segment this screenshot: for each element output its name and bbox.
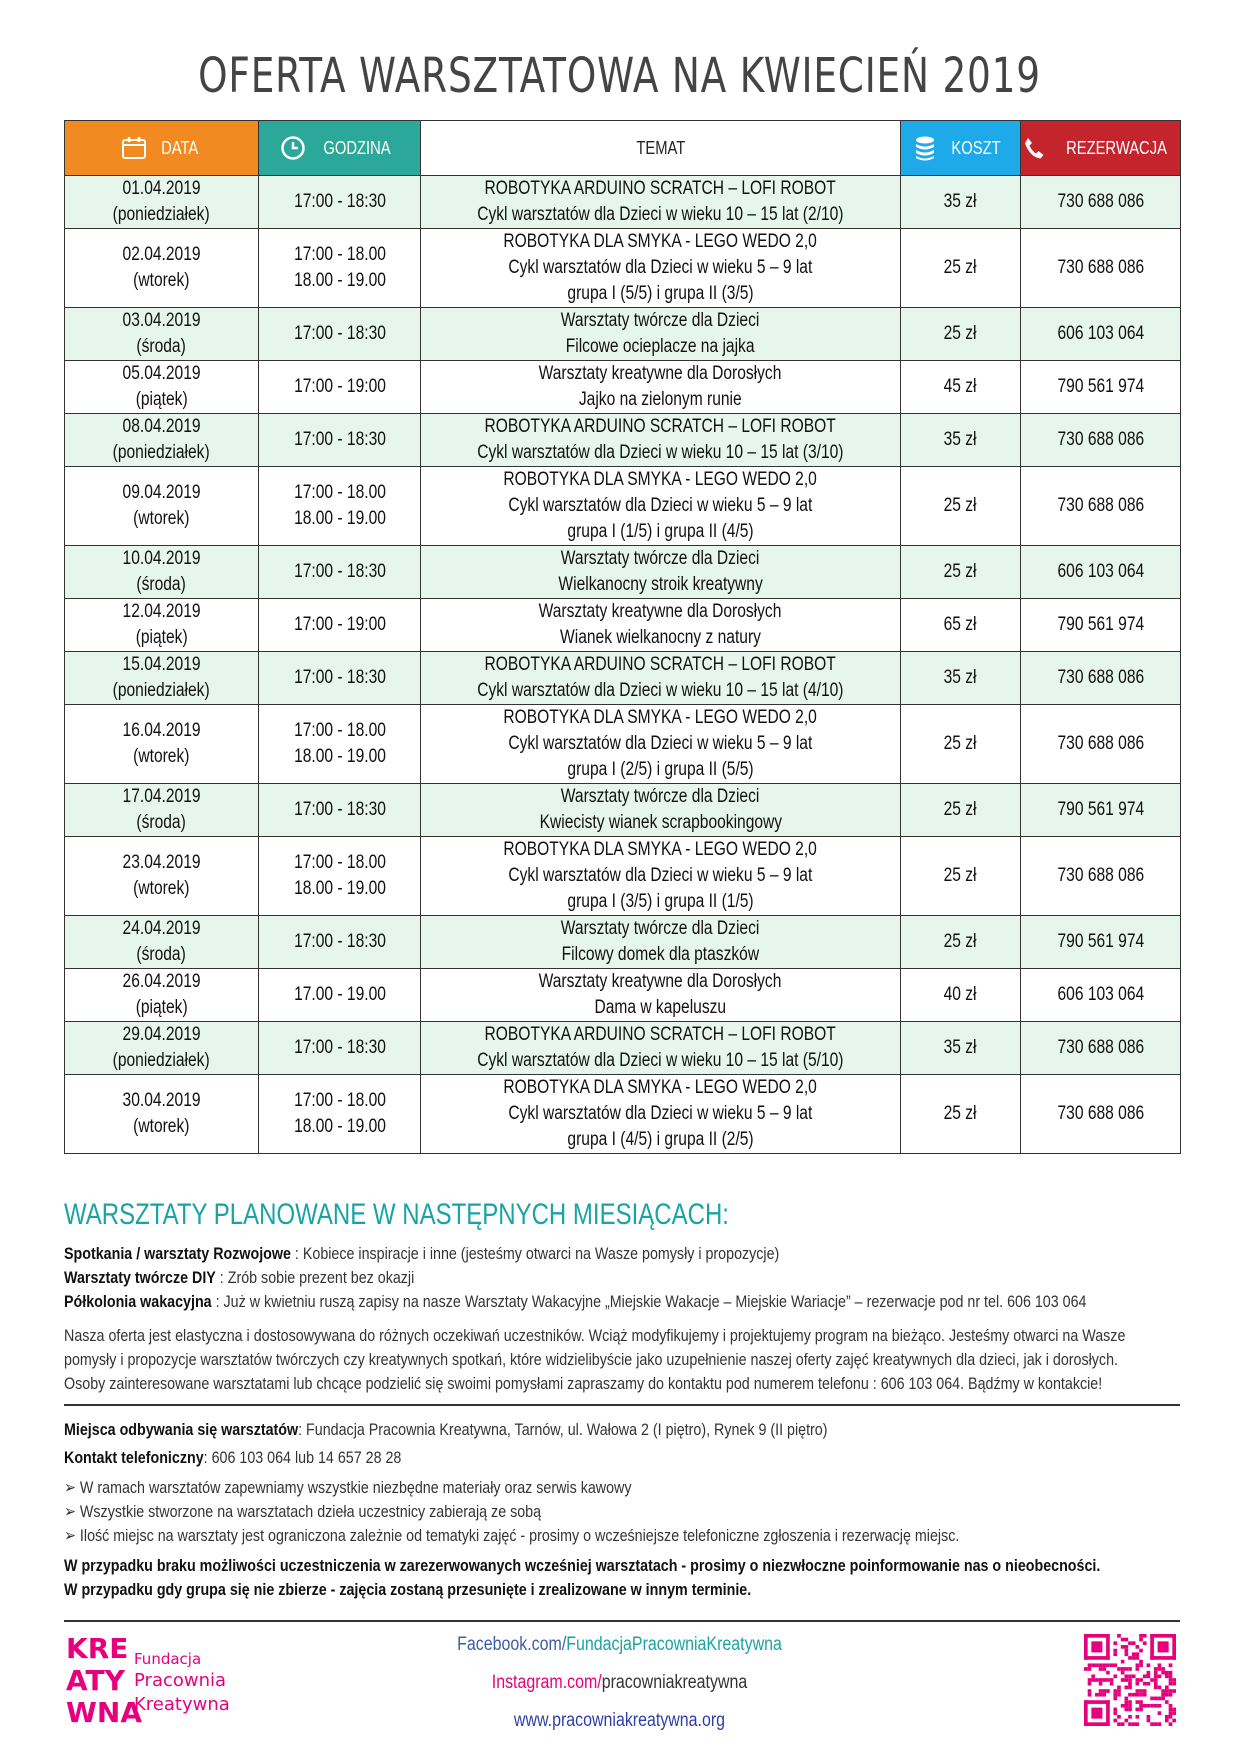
topic-cell-text: grupa I (3/5) i grupa II (1/5) bbox=[567, 891, 754, 912]
instagram-prefix: Instagram.com/ bbox=[491, 1672, 602, 1693]
schedule-table bbox=[64, 120, 1181, 1154]
phone-cell-text: 790 561 974 bbox=[1057, 931, 1144, 952]
date-cell bbox=[65, 467, 259, 546]
facebook-prefix: Facebook.com/ bbox=[457, 1634, 567, 1655]
table-row bbox=[65, 599, 1181, 652]
header-cost bbox=[901, 121, 1021, 176]
page-title: OFERTA WARSZTATOWA NA KWIECIEŃ 2019 bbox=[198, 48, 1041, 104]
topic-cell-text: Jajko na zielonym runie bbox=[579, 389, 742, 410]
date-cell-text: 29.04.2019 bbox=[122, 1024, 201, 1045]
facebook-name: FundacjaPracowniaKreatywna bbox=[566, 1634, 782, 1655]
table-row bbox=[65, 705, 1181, 784]
facebook-link[interactable] bbox=[99, 1626, 1140, 1664]
date-cell-text: 12.04.2019 bbox=[122, 601, 201, 622]
topic-cell-text: grupa I (2/5) i grupa II (5/5) bbox=[567, 759, 754, 780]
time-cell bbox=[259, 1022, 421, 1075]
phone-cell bbox=[1021, 837, 1181, 916]
header-time bbox=[259, 121, 421, 176]
topic-cell bbox=[421, 308, 901, 361]
time-cell-text: 18.00 - 19.00 bbox=[293, 508, 386, 529]
cost-cell bbox=[901, 916, 1021, 969]
bullet-item bbox=[64, 1500, 1001, 1524]
time-cell bbox=[259, 599, 421, 652]
coins-icon bbox=[914, 135, 936, 161]
logo-letters-3: WNA bbox=[66, 1696, 142, 1729]
topic-cell-text: grupa I (1/5) i grupa II (4/5) bbox=[567, 521, 754, 542]
cost-cell bbox=[901, 1075, 1021, 1154]
table-row bbox=[65, 229, 1181, 308]
topic-cell bbox=[421, 1022, 901, 1075]
time-cell-text: 17:00 - 18.00 bbox=[293, 852, 386, 873]
header-topic bbox=[421, 121, 901, 176]
date-cell-text: 17.04.2019 bbox=[122, 786, 201, 807]
header-topic-label: TEMAT bbox=[636, 137, 685, 158]
date-cell-text: 05.04.2019 bbox=[122, 363, 201, 384]
topic-cell-text: Dama w kapeluszu bbox=[594, 997, 727, 1018]
topic-cell-text: ROBOTYKA ARDUINO SCRATCH – LOFI ROBOT bbox=[484, 416, 837, 437]
topic-cell-text: Filcowy domek dla ptaszków bbox=[561, 944, 760, 965]
date-cell-text: (piątek) bbox=[135, 997, 188, 1018]
phone-cell bbox=[1021, 1075, 1181, 1154]
time-cell bbox=[259, 652, 421, 705]
table-row bbox=[65, 916, 1181, 969]
date-cell-text: 10.04.2019 bbox=[122, 548, 201, 569]
planned-heading: WARSZTATY PLANOWANE W NASTĘPNYCH MIESIĄCACH: bbox=[64, 1198, 729, 1231]
cost-cell bbox=[901, 229, 1021, 308]
topic-cell-text: Filcowe ocieplacze na jajka bbox=[566, 336, 755, 357]
topic-cell-text: Wielkanocny stroik kreatywny bbox=[558, 574, 763, 595]
date-cell-text: (wtorek) bbox=[133, 508, 190, 529]
topic-cell bbox=[421, 705, 901, 784]
phone-cell-text: 730 688 086 bbox=[1057, 495, 1144, 516]
topic-cell-text: ROBOTYKA ARDUINO SCRATCH – LOFI ROBOT bbox=[484, 178, 837, 199]
table-row bbox=[65, 546, 1181, 599]
cost-cell-text: 25 zł bbox=[944, 323, 977, 344]
date-cell bbox=[65, 361, 259, 414]
time-cell bbox=[259, 784, 421, 837]
date-cell bbox=[65, 837, 259, 916]
table-row bbox=[65, 1075, 1181, 1154]
time-cell-text: 17:00 - 18:30 bbox=[293, 799, 386, 820]
bullet-list bbox=[64, 1476, 1180, 1548]
date-cell-text: (wtorek) bbox=[133, 1116, 190, 1137]
clock-icon bbox=[280, 135, 306, 161]
topic-cell-text: Cykl warsztatów dla Dzieci w wieku 5 – 9 lat bbox=[508, 1103, 813, 1124]
time-cell-text: 17:00 - 18.00 bbox=[293, 1090, 386, 1111]
cost-cell bbox=[901, 705, 1021, 784]
time-cell bbox=[259, 361, 421, 414]
date-cell bbox=[65, 599, 259, 652]
header-date bbox=[65, 121, 259, 176]
topic-cell bbox=[421, 652, 901, 705]
topic-cell-text: Cykl warsztatów dla Dzieci w wieku 5 – 9 lat bbox=[508, 865, 813, 886]
time-cell-text: 17:00 - 19:00 bbox=[293, 614, 386, 635]
topic-cell-text: ROBOTYKA ARDUINO SCRATCH – LOFI ROBOT bbox=[484, 1024, 837, 1045]
date-cell-text: (poniedziałek) bbox=[112, 1050, 210, 1071]
phone-cell-text: 730 688 086 bbox=[1057, 865, 1144, 886]
date-cell-text: (środa) bbox=[136, 574, 187, 595]
header-reservation-label: REZERWACJA bbox=[1066, 137, 1167, 158]
topic-cell-text: Wianek wielkanocny z natury bbox=[560, 627, 761, 648]
logo-text-1: Fundacja bbox=[134, 1650, 202, 1668]
offer-paragraph bbox=[64, 1324, 1180, 1396]
time-cell-text: 17:00 - 18:30 bbox=[293, 561, 386, 582]
cost-cell bbox=[901, 652, 1021, 705]
topic-cell-text: Warsztaty twórcze dla Dzieci bbox=[561, 918, 760, 939]
table-row bbox=[65, 652, 1181, 705]
contact-label: Kontakt telefoniczny bbox=[64, 1448, 204, 1467]
time-cell bbox=[259, 705, 421, 784]
cost-cell-text: 65 zł bbox=[944, 614, 977, 635]
time-cell bbox=[259, 546, 421, 599]
date-cell bbox=[65, 652, 259, 705]
phone-cell bbox=[1021, 308, 1181, 361]
time-cell bbox=[259, 969, 421, 1022]
date-cell bbox=[65, 229, 259, 308]
cost-cell bbox=[901, 599, 1021, 652]
date-cell-text: (poniedziałek) bbox=[112, 442, 210, 463]
topic-cell-text: Cykl warsztatów dla Dzieci w wieku 10 – 15 lat (3/10) bbox=[477, 442, 844, 463]
bullet-text: Ilość miejsc na warsztaty jest ograniczona zależnie od tematyki zajęć - prosimy o wcześniejsze telefoniczne zgłoszenia i rezerwację miejsc. bbox=[79, 1526, 960, 1545]
phone-cell-text: 790 561 974 bbox=[1057, 376, 1144, 397]
time-cell-text: 18.00 - 19.00 bbox=[293, 746, 386, 767]
phone-cell bbox=[1021, 229, 1181, 308]
topic-cell bbox=[421, 784, 901, 837]
places-label: Miejsca odbywania się warsztatów bbox=[64, 1420, 299, 1439]
time-cell bbox=[259, 308, 421, 361]
table-row bbox=[65, 969, 1181, 1022]
cost-cell-text: 35 zł bbox=[944, 429, 977, 450]
topic-cell-text: ROBOTYKA DLA SMYKA - LEGO WEDO 2,0 bbox=[503, 707, 818, 728]
topic-cell-text: Cykl warsztatów dla Dzieci w wieku 5 – 9 lat bbox=[508, 257, 813, 278]
logo-letters-2: ATY bbox=[66, 1664, 125, 1697]
table-row bbox=[65, 176, 1181, 229]
bullet-item bbox=[64, 1524, 1001, 1548]
phone-cell bbox=[1021, 1022, 1181, 1075]
date-cell-text: 01.04.2019 bbox=[122, 178, 201, 199]
phone-cell-text: 730 688 086 bbox=[1057, 1103, 1144, 1124]
phone-cell-text: 730 688 086 bbox=[1057, 257, 1144, 278]
date-cell bbox=[65, 705, 259, 784]
bullet-item bbox=[64, 1476, 1001, 1500]
phone-cell bbox=[1021, 969, 1181, 1022]
cost-cell-text: 40 zł bbox=[944, 984, 977, 1005]
phone-cell bbox=[1021, 705, 1181, 784]
date-cell bbox=[65, 969, 259, 1022]
paragraph-line: Osoby zainteresowane warsztatami lub chcące podzielić się swoimi pomysłami zapraszamy do kontaktu pod numerem telefonu : 606 103 064. Bądźmy w kontakcie! bbox=[64, 1374, 1103, 1393]
topic-cell bbox=[421, 414, 901, 467]
calendar-icon bbox=[121, 136, 147, 160]
phone-cell-text: 790 561 974 bbox=[1057, 799, 1144, 820]
contact-text: : 606 103 064 lub 14 657 28 28 bbox=[203, 1448, 402, 1467]
instagram-name: pracowniakreatywna bbox=[601, 1672, 748, 1693]
date-cell-text: (środa) bbox=[136, 812, 187, 833]
notice-line: W przypadku gdy grupa się nie zbierze - zajęcia zostaną przesunięte i zrealizowane w innym terminie. bbox=[64, 1580, 752, 1599]
time-cell bbox=[259, 1075, 421, 1154]
planned-item-label: Warsztaty twórcze DIY bbox=[64, 1268, 216, 1287]
time-cell-text: 17:00 - 18:30 bbox=[293, 191, 386, 212]
time-cell-text: 17:00 - 18:30 bbox=[293, 323, 386, 344]
phone-cell-text: 730 688 086 bbox=[1057, 191, 1144, 212]
website-link[interactable] bbox=[99, 1702, 1140, 1740]
date-cell bbox=[65, 546, 259, 599]
time-cell-text: 17:00 - 18:30 bbox=[293, 1037, 386, 1058]
topic-cell-text: grupa I (4/5) i grupa II (2/5) bbox=[567, 1129, 754, 1150]
info-block bbox=[64, 1418, 1180, 1602]
planned-list bbox=[64, 1242, 1180, 1314]
date-cell-text: (środa) bbox=[136, 336, 187, 357]
phone-icon bbox=[1023, 136, 1045, 160]
header-reservation bbox=[1021, 121, 1181, 176]
topic-cell-text: Warsztaty twórcze dla Dzieci bbox=[561, 786, 760, 807]
topic-cell-text: Kwiecisty wianek scrapbookingowy bbox=[539, 812, 782, 833]
cost-cell bbox=[901, 176, 1021, 229]
time-cell-text: 18.00 - 19.00 bbox=[293, 270, 386, 291]
cost-cell-text: 35 zł bbox=[944, 191, 977, 212]
paragraph-line: pomysły i propozycje warsztatów twórczych czy kreatywnych spotkań, które widzielibyście jako uzupełnienie naszej oferty zajęć kreatywnych dla dzieci, jak i dorosłych. bbox=[64, 1350, 1118, 1369]
logo-text-3: Kreatywna bbox=[134, 1694, 230, 1715]
cost-cell bbox=[901, 784, 1021, 837]
time-cell-text: 18.00 - 19.00 bbox=[293, 1116, 386, 1137]
footer-links bbox=[0, 1626, 1239, 1740]
cost-cell bbox=[901, 414, 1021, 467]
table-row bbox=[65, 414, 1181, 467]
time-cell-text: 18.00 - 19.00 bbox=[293, 878, 386, 899]
header-date-label: DATA bbox=[160, 137, 199, 158]
date-cell-text: 26.04.2019 bbox=[122, 971, 201, 992]
logo-text-2: Pracownia bbox=[134, 1670, 227, 1691]
cost-cell-text: 35 zł bbox=[944, 667, 977, 688]
logo-letters-1: KRE bbox=[66, 1632, 129, 1665]
topic-cell-text: Warsztaty twórcze dla Dzieci bbox=[561, 310, 760, 331]
qr-code-icon bbox=[1084, 1634, 1176, 1726]
cost-cell-text: 25 zł bbox=[944, 257, 977, 278]
topic-cell-text: ROBOTYKA DLA SMYKA - LEGO WEDO 2,0 bbox=[503, 839, 818, 860]
phone-cell bbox=[1021, 784, 1181, 837]
instagram-link[interactable] bbox=[99, 1664, 1140, 1702]
topic-cell bbox=[421, 916, 901, 969]
topic-cell bbox=[421, 176, 901, 229]
topic-cell-text: Cykl warsztatów dla Dzieci w wieku 10 – 15 lat (5/10) bbox=[477, 1050, 844, 1071]
cost-cell-text: 25 zł bbox=[944, 1103, 977, 1124]
cost-cell-text: 25 zł bbox=[944, 495, 977, 516]
cost-cell-text: 25 zł bbox=[944, 865, 977, 886]
topic-cell-text: Warsztaty kreatywne dla Dorosłych bbox=[539, 601, 782, 622]
arrow-bullet-icon: ➢ bbox=[64, 1502, 80, 1521]
time-cell bbox=[259, 467, 421, 546]
bullet-text: Wszystkie stworzone na warsztatach dzieła uczestnicy zabierają ze sobą bbox=[79, 1502, 542, 1521]
notice-lines bbox=[64, 1554, 1180, 1602]
bullet-text: W ramach warsztatów zapewniamy wszystkie niezbędne materiały oraz serwis kawowy bbox=[79, 1478, 632, 1497]
topic-cell-text: ROBOTYKA DLA SMYKA - LEGO WEDO 2,0 bbox=[503, 1077, 818, 1098]
phone-cell bbox=[1021, 467, 1181, 546]
time-cell bbox=[259, 916, 421, 969]
paragraph-line: Nasza oferta jest elastyczna i dostosowywana do różnych oczekiwań uczestników. Wciąż modyfikujemy i projektujemy program na bieżąco. Jesteśmy otwarci na Wasze bbox=[64, 1326, 1126, 1345]
phone-cell-text: 606 103 064 bbox=[1057, 561, 1144, 582]
cost-cell bbox=[901, 546, 1021, 599]
topic-cell-text: Cykl warsztatów dla Dzieci w wieku 10 – 15 lat (2/10) bbox=[477, 204, 844, 225]
date-cell bbox=[65, 1022, 259, 1075]
date-cell-text: (środa) bbox=[136, 944, 187, 965]
topic-cell bbox=[421, 229, 901, 308]
time-cell bbox=[259, 176, 421, 229]
cost-cell bbox=[901, 361, 1021, 414]
cost-cell-text: 25 zł bbox=[944, 931, 977, 952]
time-cell bbox=[259, 414, 421, 467]
time-cell-text: 17:00 - 18.00 bbox=[293, 244, 386, 265]
phone-cell bbox=[1021, 414, 1181, 467]
topic-cell bbox=[421, 1075, 901, 1154]
notice-line: W przypadku braku możliwości uczestniczenia w zarezerwowanych wcześniej warsztatach - prosimy o niezwłoczne poinformowanie nas o nieobecności. bbox=[64, 1556, 1101, 1575]
date-cell-text: 23.04.2019 bbox=[122, 852, 201, 873]
topic-cell bbox=[421, 969, 901, 1022]
date-cell bbox=[65, 784, 259, 837]
phone-cell bbox=[1021, 361, 1181, 414]
website-text: www.pracowniakreatywna.org bbox=[513, 1710, 726, 1731]
cost-cell bbox=[901, 1022, 1021, 1075]
cost-cell-text: 25 zł bbox=[944, 799, 977, 820]
planned-item-text: : Kobiece inspiracje i inne (jesteśmy otwarci na Wasze pomysły i propozycje) bbox=[290, 1244, 780, 1263]
topic-cell-text: Cykl warsztatów dla Dzieci w wieku 10 – 15 lat (4/10) bbox=[477, 680, 844, 701]
divider bbox=[64, 1620, 1180, 1622]
cost-cell bbox=[901, 837, 1021, 916]
date-cell-text: 08.04.2019 bbox=[122, 416, 201, 437]
topic-cell-text: ROBOTYKA DLA SMYKA - LEGO WEDO 2,0 bbox=[503, 469, 818, 490]
date-cell-text: 09.04.2019 bbox=[122, 482, 201, 503]
cost-cell bbox=[901, 969, 1021, 1022]
date-cell-text: 15.04.2019 bbox=[122, 654, 201, 675]
topic-cell-text: grupa I (5/5) i grupa II (3/5) bbox=[567, 283, 754, 304]
cost-cell bbox=[901, 308, 1021, 361]
date-cell bbox=[65, 916, 259, 969]
planned-item-text: : Już w kwietniu ruszą zapisy na nasze Warsztaty Wakacyjne „Miejskie Wakacje – Miejskie Wariacje” – rezerwacje pod nr tel. 606 103 064 bbox=[211, 1292, 1087, 1311]
phone-cell-text: 606 103 064 bbox=[1057, 323, 1144, 344]
date-cell-text: 16.04.2019 bbox=[122, 720, 201, 741]
topic-cell-text: Cykl warsztatów dla Dzieci w wieku 5 – 9 lat bbox=[508, 495, 813, 516]
date-cell-text: (poniedziałek) bbox=[112, 680, 210, 701]
planned-item bbox=[64, 1266, 1001, 1290]
time-cell-text: 17:00 - 18:30 bbox=[293, 667, 386, 688]
cost-cell-text: 25 zł bbox=[944, 733, 977, 754]
planned-item bbox=[64, 1242, 1001, 1266]
cost-cell-text: 45 zł bbox=[944, 376, 977, 397]
table-row bbox=[65, 361, 1181, 414]
date-cell-text: 24.04.2019 bbox=[122, 918, 201, 939]
time-cell-text: 17:00 - 18:30 bbox=[293, 429, 386, 450]
time-cell bbox=[259, 229, 421, 308]
topic-cell bbox=[421, 837, 901, 916]
planned-item-text: : Zrób sobie prezent bez okazji bbox=[215, 1268, 415, 1287]
arrow-bullet-icon: ➢ bbox=[64, 1478, 80, 1497]
date-cell bbox=[65, 1075, 259, 1154]
time-cell bbox=[259, 837, 421, 916]
topic-cell-text: Warsztaty kreatywne dla Dorosłych bbox=[539, 971, 782, 992]
time-cell-text: 17:00 - 18:30 bbox=[293, 931, 386, 952]
date-cell bbox=[65, 308, 259, 361]
topic-cell-text: ROBOTYKA ARDUINO SCRATCH – LOFI ROBOT bbox=[484, 654, 837, 675]
contact-line bbox=[64, 1446, 1001, 1470]
topic-cell-text: Warsztaty twórcze dla Dzieci bbox=[561, 548, 760, 569]
cost-cell bbox=[901, 467, 1021, 546]
date-cell-text: (wtorek) bbox=[133, 270, 190, 291]
divider bbox=[64, 1404, 1180, 1406]
date-cell-text: (piątek) bbox=[135, 389, 188, 410]
date-cell-text: (wtorek) bbox=[133, 746, 190, 767]
topic-cell bbox=[421, 467, 901, 546]
date-cell-text: (piątek) bbox=[135, 627, 188, 648]
planned-item-label: Półkolonia wakacyjna bbox=[64, 1292, 212, 1311]
phone-cell bbox=[1021, 599, 1181, 652]
date-cell-text: 03.04.2019 bbox=[122, 310, 201, 331]
places-text: : Fundacja Pracownia Kreatywna, Tarnów, ul. Wałowa 2 (I piętro), Rynek 9 (II piętro) bbox=[298, 1420, 828, 1439]
table-row bbox=[65, 837, 1181, 916]
phone-cell bbox=[1021, 546, 1181, 599]
date-cell-text: (poniedziałek) bbox=[112, 204, 210, 225]
date-cell-text: (wtorek) bbox=[133, 878, 190, 899]
table-header-row bbox=[65, 121, 1181, 176]
phone-cell-text: 730 688 086 bbox=[1057, 733, 1144, 754]
table-row bbox=[65, 784, 1181, 837]
header-time-label: GODZINA bbox=[323, 137, 392, 158]
cost-cell-text: 35 zł bbox=[944, 1037, 977, 1058]
phone-cell-text: 730 688 086 bbox=[1057, 1037, 1144, 1058]
planned-item bbox=[64, 1290, 1087, 1314]
topic-cell-text: Warsztaty kreatywne dla Dorosłych bbox=[539, 363, 782, 384]
time-cell-text: 17:00 - 18.00 bbox=[293, 482, 386, 503]
phone-cell-text: 730 688 086 bbox=[1057, 429, 1144, 450]
header-cost-label: KOSZT bbox=[951, 137, 1002, 158]
topic-cell-text: Cykl warsztatów dla Dzieci w wieku 5 – 9 lat bbox=[508, 733, 813, 754]
time-cell-text: 17:00 - 19:00 bbox=[293, 376, 386, 397]
date-cell bbox=[65, 414, 259, 467]
time-cell-text: 17:00 - 18.00 bbox=[293, 720, 386, 741]
cost-cell-text: 25 zł bbox=[944, 561, 977, 582]
arrow-bullet-icon: ➢ bbox=[64, 1526, 80, 1545]
table-row bbox=[65, 467, 1181, 546]
topic-cell bbox=[421, 546, 901, 599]
table-row bbox=[65, 1022, 1181, 1075]
topic-cell bbox=[421, 361, 901, 414]
phone-cell bbox=[1021, 652, 1181, 705]
planned-item-label: Spotkania / warsztaty Rozwojowe bbox=[64, 1244, 291, 1263]
table-row bbox=[65, 308, 1181, 361]
phone-cell-text: 790 561 974 bbox=[1057, 614, 1144, 635]
date-cell bbox=[65, 176, 259, 229]
topic-cell bbox=[421, 599, 901, 652]
date-cell-text: 02.04.2019 bbox=[122, 244, 201, 265]
phone-cell bbox=[1021, 176, 1181, 229]
phone-cell-text: 730 688 086 bbox=[1057, 667, 1144, 688]
date-cell-text: 30.04.2019 bbox=[122, 1090, 201, 1111]
time-cell-text: 17.00 - 19.00 bbox=[293, 984, 386, 1005]
topic-cell-text: ROBOTYKA DLA SMYKA - LEGO WEDO 2,0 bbox=[503, 231, 818, 252]
phone-cell bbox=[1021, 916, 1181, 969]
phone-cell-text: 606 103 064 bbox=[1057, 984, 1144, 1005]
places-line bbox=[64, 1418, 1001, 1442]
